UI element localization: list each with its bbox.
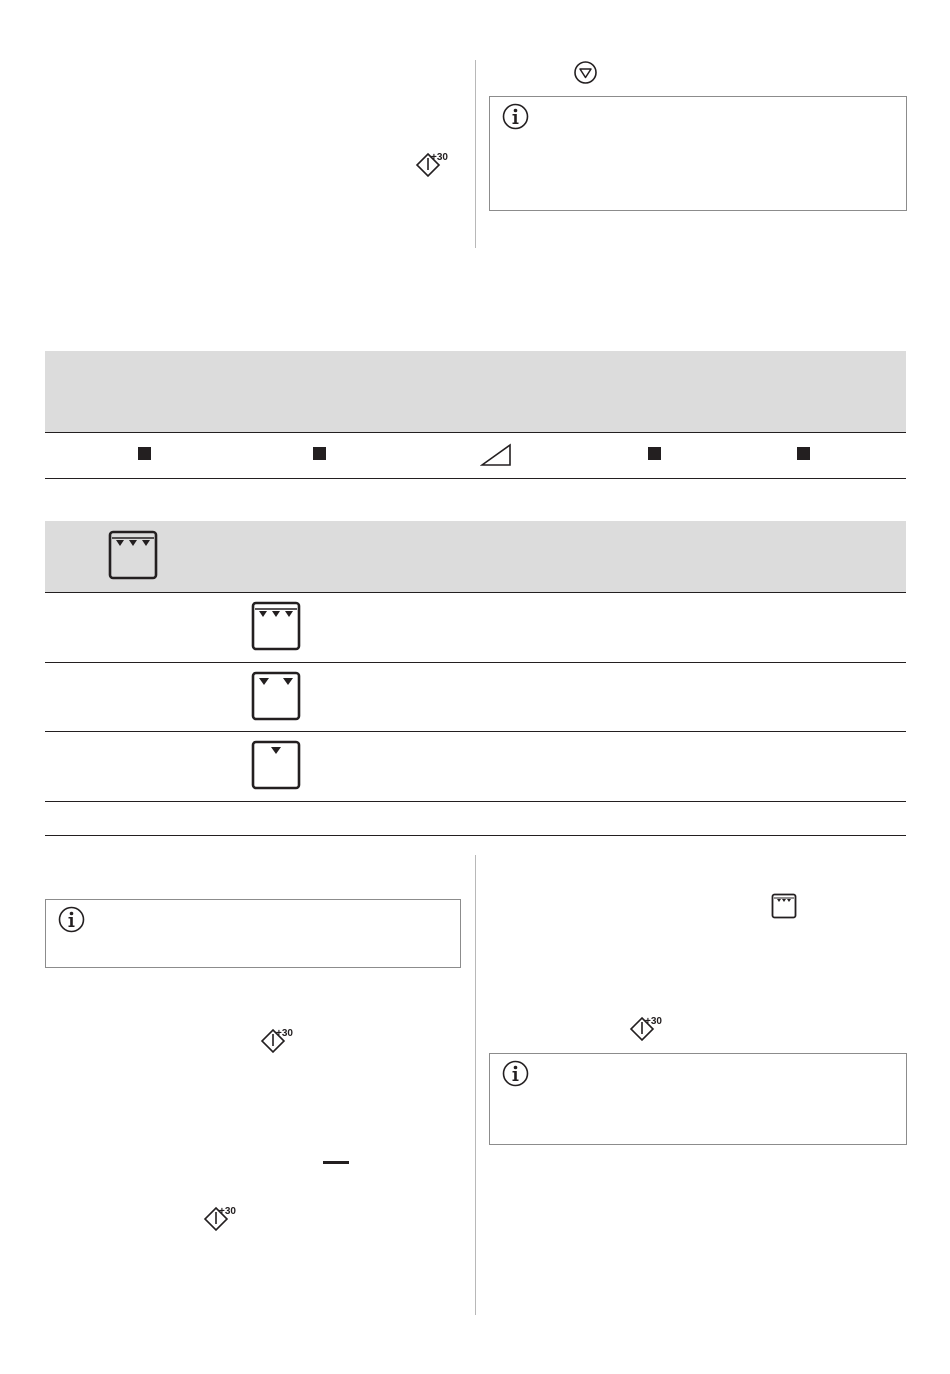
start-plus30-icon [202, 1204, 240, 1234]
plus30-label: +30 [276, 1028, 293, 1039]
ramp-triangle-icon [480, 443, 512, 467]
oven-one-triangle-icon [251, 740, 301, 790]
stop-icon [573, 60, 598, 85]
filled-square-icon [648, 447, 661, 460]
filled-square-icon [138, 447, 151, 460]
table2-rule [45, 835, 906, 836]
oven-two-triangles-icon [251, 671, 301, 721]
oven-three-triangles-icon [771, 893, 797, 919]
oven-three-triangles-icon [251, 601, 301, 651]
info-icon [58, 906, 85, 933]
info-icon [502, 1060, 529, 1087]
top-column-divider [475, 60, 476, 248]
start-plus30-icon [414, 150, 452, 180]
table1-rule [45, 432, 906, 433]
info-icon [502, 103, 529, 130]
start-plus30-icon [628, 1014, 666, 1044]
plus30-label: +30 [219, 1206, 236, 1217]
table2-header [45, 521, 906, 592]
table2-rule [45, 731, 906, 732]
table1-header [45, 351, 906, 432]
start-plus30-icon [259, 1026, 297, 1056]
plus30-label: +30 [645, 1016, 662, 1027]
minus-icon [323, 1160, 349, 1166]
bottom-column-divider [475, 855, 476, 1315]
note-box-bottom-left [45, 899, 461, 968]
note-box-top [489, 96, 907, 211]
oven-three-triangles-icon [108, 530, 158, 580]
table2-rule [45, 662, 906, 663]
plus30-label: +30 [431, 152, 448, 163]
note-box-bottom-right [489, 1053, 907, 1145]
table2-rule [45, 592, 906, 593]
filled-square-icon [313, 447, 326, 460]
table1-rule [45, 478, 906, 479]
filled-square-icon [797, 447, 810, 460]
table2-rule [45, 801, 906, 802]
